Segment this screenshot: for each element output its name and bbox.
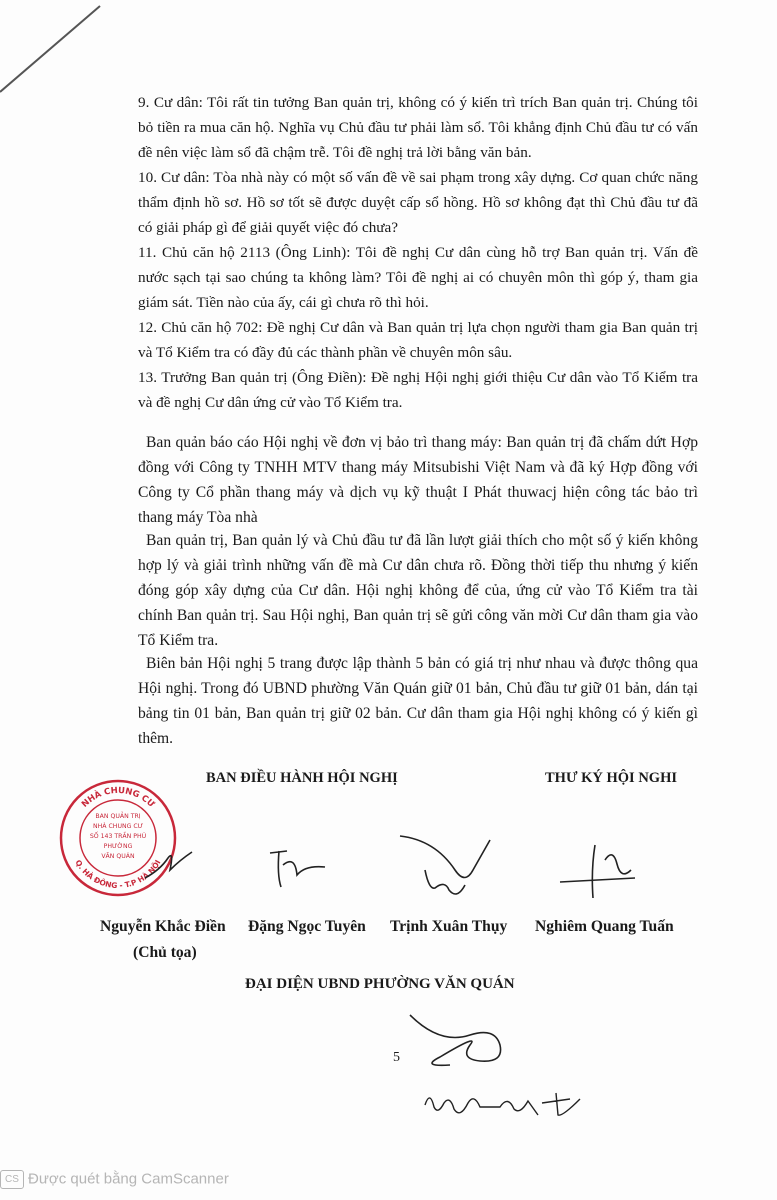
scan-fold-line [0, 0, 120, 110]
list-item: 11. Chủ căn hộ 2113 (Ông Linh): Tôi đề nghị Cư dân cùng hỗ trợ Ban quản trị. Vấn đề nước sạch tại sao chúng ta không làm? Tôi đề nghị ai có chuyên môn thì góp ý, tham gia giám sát. Tiền nào của ấy, cái gì chưa rõ thì hỏi. [138, 244, 698, 311]
camscanner-footer [0, 1170, 229, 1189]
signature-ubnd-name [420, 1085, 590, 1125]
stamp-ring-bottom: Q. HÀ ĐÔNG - T.P HÀ NỘI [73, 858, 163, 891]
list-item: 9. Cư dân: Tôi rất tin tưởng Ban quản trị, không có ý kiến trì trích Ban quản trị. Chúng tôi bỏ tiền ra mua căn hộ. Nghĩa vụ Chủ đầu tư phải làm sổ. Tôi khẳng định Chủ đầu tư có vấn đề nên việc làm sổ đã chậm trễ. Tôi đề nghị trả lời bằng văn bản. [138, 94, 698, 161]
elevator-report-paragraph: Ban quản báo cáo Hội nghị về đơn vị bảo trì thang máy: Ban quản trị đã chấm dứt Hợp đồng với Công ty TNHH MTV thang máy Mitsubishi Việt Nam và đã ký Hợp đồng với Công ty Cổ phần thang máy và dịch vụ kỹ thuật I Phát thuwacj hiện công tác bảo trì thang máy Tòa nhà [138, 434, 698, 526]
signer-name-thuy: Trịnh Xuân Thụy [390, 918, 508, 935]
ubnd-header: ĐẠI DIỆN UBND PHƯỜNG VĂN QUÁN [245, 976, 515, 992]
stamp-line: PHƯỜNG [103, 843, 133, 850]
stamp-line: VĂN QUÁN [101, 853, 135, 860]
stamp-ring-top: NHÀ CHUNG CƯ [79, 785, 157, 810]
page-number: 5 [393, 1050, 400, 1065]
footer-text: Được quét bằng CamScanner [28, 1170, 229, 1188]
comment-list [138, 90, 698, 415]
camscanner-logo-icon: CS [0, 1170, 24, 1189]
stamp-line: BAN QUẢN TRỊ [95, 813, 141, 820]
signature-tuyen [265, 845, 335, 895]
stamp-line: NHÀ CHUNG CƯ [92, 823, 144, 830]
list-item: 13. Trưởng Ban quản trị (Ông Điền): Đề nghị Hội nghị giới thiệu Cư dân vào Tổ Kiểm tra và đề nghị Cư dân ứng cử vào Tổ Kiểm tra. [138, 369, 698, 411]
signature-dien [140, 840, 200, 890]
board-header: BAN ĐIỀU HÀNH HỘI NGHỊ [206, 770, 398, 786]
signature-ubnd [400, 1005, 530, 1075]
signature-tuan [555, 840, 645, 900]
minutes-copies-paragraph: Biên bản Hội nghị 5 trang được lập thành 5 bản có giá trị như nhau và được thông qua Hội nghị. Trong đó UBND phường Văn Quán giữ 01 bản, Chủ đầu tư giữ 01 bản, dán tại bảng tin 01 bản, Ban quản trị giữ 02 bản. Cư dân tham gia Hội nghị không có ý kiến gì thêm. [138, 655, 698, 747]
list-item: 10. Cư dân: Tòa nhà này có một số vấn đề về sai phạm trong xây dựng. Cơ quan chức năng thẩm định hồ sơ. Hồ sơ tốt sẽ được duyệt cấp sổ hồng. Hồ sơ không đạt thì Chủ đầu tư đã có giải pháp gì để giải quyết việc đó chưa? [138, 169, 698, 236]
signer-name-dien: Nguyễn Khắc Điền [100, 918, 226, 935]
signer-name-tuan: Nghiêm Quang Tuấn [535, 918, 674, 935]
signature-thuy [395, 830, 505, 905]
svg-text:NHÀ CHUNG CƯ [80, 786, 157, 810]
secretary-header: THƯ KÝ HỘI NGHI [545, 770, 677, 786]
stamp-line: SỐ 143 TRẦN PHÚ [89, 833, 147, 840]
explanation-paragraph: Ban quản trị, Ban quản lý và Chủ đầu tư đã lần lượt giải thích cho một số ý kiến không hợp lý và giải trình những vấn đề mà Cư dân chưa rõ. Đồng thời tiếp thu nhưng ý kiến đóng góp xây dựng của Cư dân. Hội nghị không để của, ứng cử vào Tổ Kiểm tra tài chính Ban quản trị. Sau Hội nghị, Ban quản trị sẽ gửi công văn mời Cư dân tham gia vào Tổ Kiểm tra. [138, 532, 698, 649]
signer-name-tuyen: Đặng Ngọc Tuyên [248, 918, 366, 935]
list-item: 12. Chủ căn hộ 702: Đề nghị Cư dân và Ban quản trị lựa chọn người tham gia Ban quản trị và Tổ Kiểm tra có đầy đủ các thành phần về chuyên môn sâu. [138, 319, 698, 361]
chair-role: (Chủ tọa) [133, 944, 197, 961]
